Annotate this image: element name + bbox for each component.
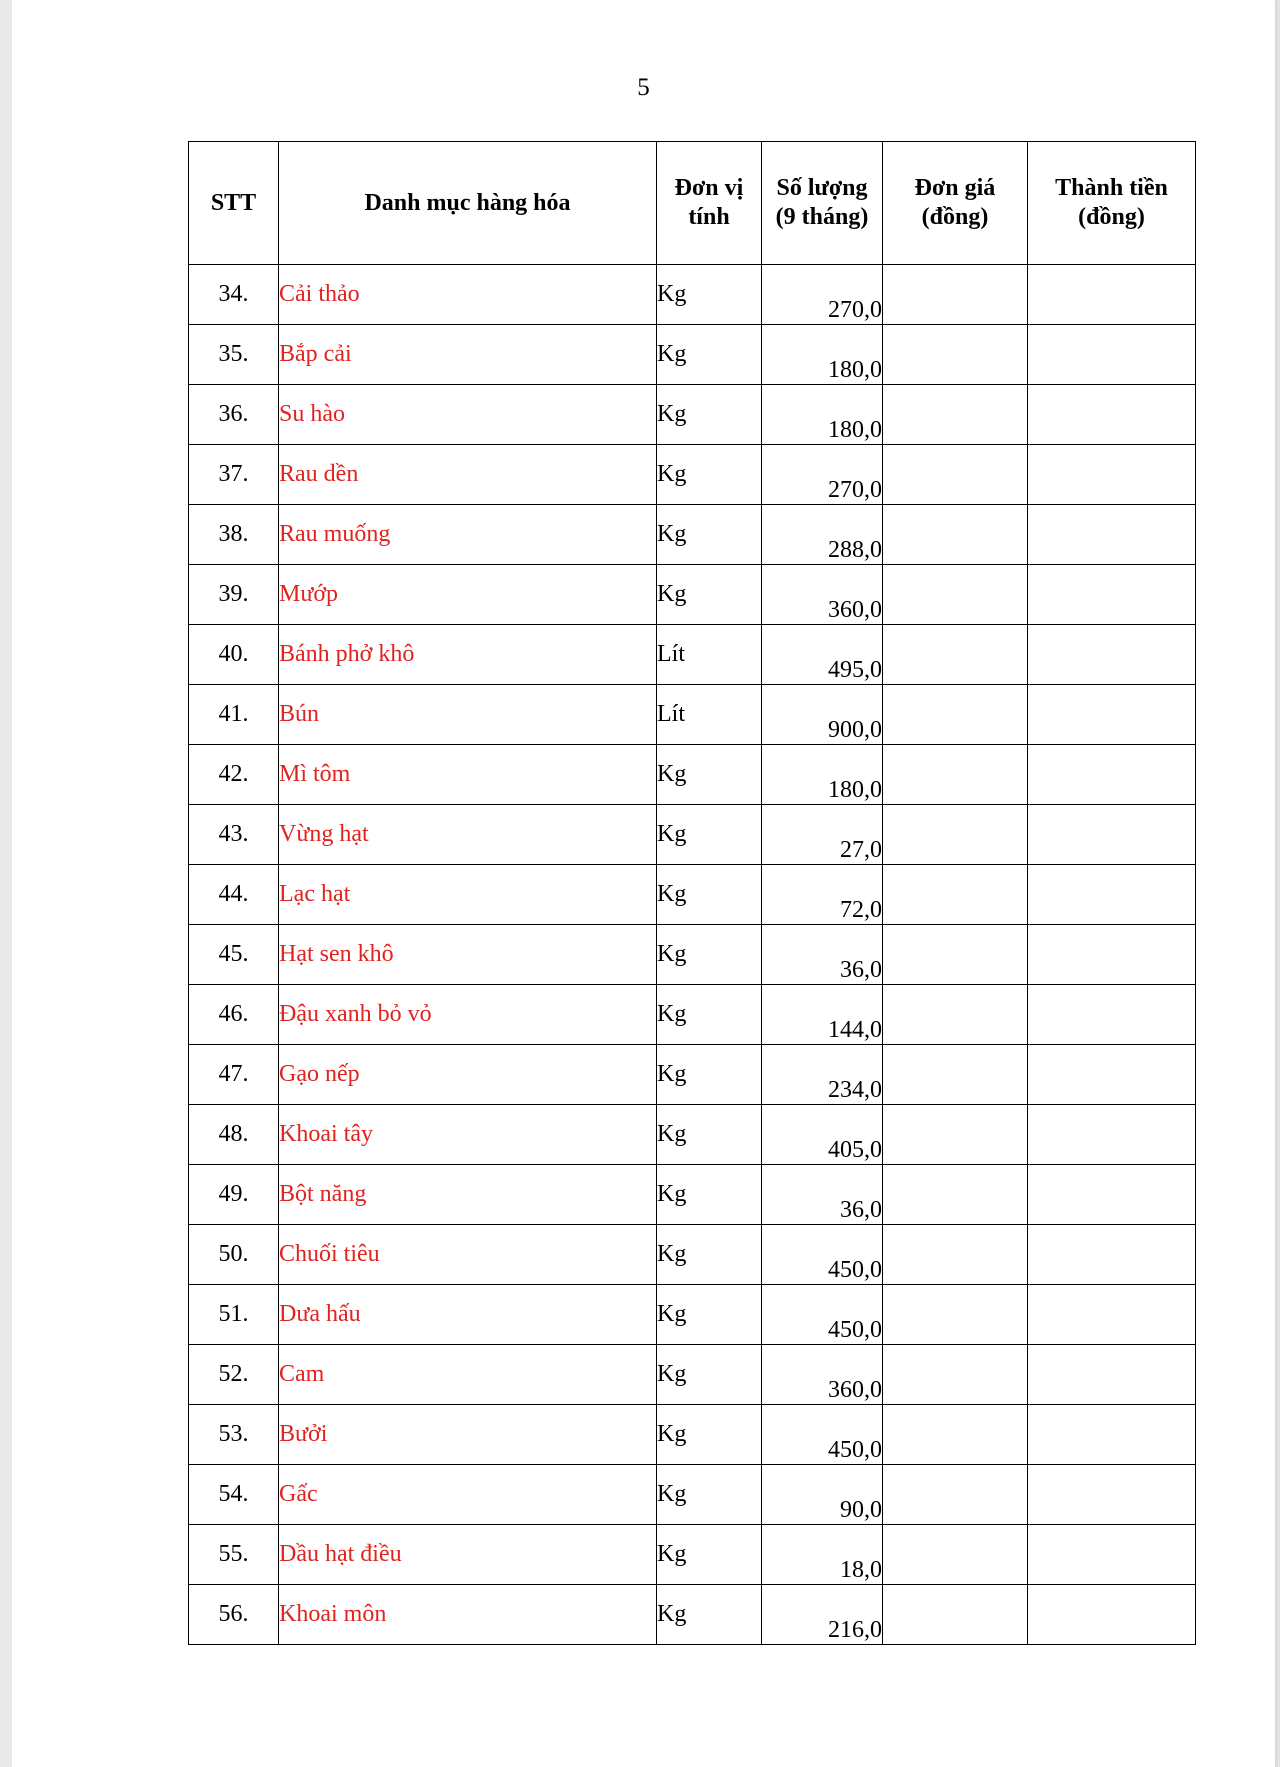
quantity-cell: 90,0 [762, 1465, 883, 1525]
unit-price-cell [883, 1105, 1028, 1165]
table-row [189, 985, 1196, 1045]
unit-cell: Kg [657, 1165, 762, 1225]
quantity-cell: 405,0 [762, 1105, 883, 1165]
total-cell [1028, 1525, 1196, 1585]
unit-cell: Kg [657, 505, 762, 565]
row-number: 39. [189, 565, 279, 625]
row-number: 47. [189, 1045, 279, 1105]
table-row [189, 445, 1196, 505]
table-row [189, 1225, 1196, 1285]
total-cell [1028, 325, 1196, 385]
row-number: 44. [189, 865, 279, 925]
item-name: Hạt sen khô [279, 925, 657, 985]
item-name: Khoai tây [279, 1105, 657, 1165]
row-number: 56. [189, 1585, 279, 1645]
table-row [189, 1585, 1196, 1645]
unit-cell: Kg [657, 385, 762, 445]
unit-cell: Kg [657, 1465, 762, 1525]
unit-cell: Kg [657, 1585, 762, 1645]
quantity-cell: 270,0 [762, 445, 883, 505]
table-row [189, 565, 1196, 625]
unit-cell: Kg [657, 865, 762, 925]
item-name: Cam [279, 1345, 657, 1405]
total-cell [1028, 1405, 1196, 1465]
item-name: Lạc hạt [279, 865, 657, 925]
row-number: 42. [189, 745, 279, 805]
item-name: Chuối tiêu [279, 1225, 657, 1285]
unit-cell: Kg [657, 925, 762, 985]
total-cell [1028, 505, 1196, 565]
item-name: Gạo nếp [279, 1045, 657, 1105]
total-cell [1028, 1045, 1196, 1105]
unit-price-cell [883, 1585, 1028, 1645]
unit-price-cell [883, 445, 1028, 505]
unit-price-cell [883, 1045, 1028, 1105]
row-number: 40. [189, 625, 279, 685]
item-name: Cải thảo [279, 265, 657, 325]
page-number: 5 [637, 74, 650, 101]
unit-cell: Kg [657, 565, 762, 625]
table-row [189, 1345, 1196, 1405]
quantity-cell: 180,0 [762, 385, 883, 445]
table-row [189, 1105, 1196, 1165]
row-number: 49. [189, 1165, 279, 1225]
document-page [12, 0, 1276, 1767]
total-cell [1028, 1105, 1196, 1165]
unit-cell: Kg [657, 1285, 762, 1345]
row-number: 37. [189, 445, 279, 505]
item-name: Bột năng [279, 1165, 657, 1225]
row-number: 41. [189, 685, 279, 745]
row-number: 38. [189, 505, 279, 565]
table-row [189, 805, 1196, 865]
quantity-cell: 27,0 [762, 805, 883, 865]
table-row [189, 505, 1196, 565]
item-name: Mướp [279, 565, 657, 625]
quantity-cell: 180,0 [762, 745, 883, 805]
table-row [189, 1285, 1196, 1345]
total-cell [1028, 805, 1196, 865]
unit-cell: Kg [657, 745, 762, 805]
unit-cell: Kg [657, 265, 762, 325]
unit-price-cell [883, 685, 1028, 745]
unit-cell: Kg [657, 1405, 762, 1465]
row-number: 35. [189, 325, 279, 385]
row-number: 45. [189, 925, 279, 985]
table-row [189, 265, 1196, 325]
table-row [189, 1465, 1196, 1525]
quantity-cell: 216,0 [762, 1585, 883, 1645]
unit-cell: Kg [657, 1345, 762, 1405]
table-row [189, 385, 1196, 445]
item-name: Gấc [279, 1465, 657, 1525]
header-quantity: Số lượng (9 tháng) [762, 142, 883, 265]
unit-cell: Kg [657, 1105, 762, 1165]
unit-cell: Kg [657, 325, 762, 385]
row-number: 50. [189, 1225, 279, 1285]
table-row [189, 865, 1196, 925]
unit-price-cell [883, 1465, 1028, 1525]
unit-cell: Lít [657, 625, 762, 685]
quantity-cell: 18,0 [762, 1525, 883, 1585]
header-item-name: Danh mục hàng hóa [279, 142, 657, 265]
item-name: Đậu xanh bỏ vỏ [279, 985, 657, 1045]
unit-price-cell [883, 805, 1028, 865]
total-cell [1028, 265, 1196, 325]
unit-price-cell [883, 985, 1028, 1045]
goods-table [188, 141, 1196, 1645]
quantity-cell: 900,0 [762, 685, 883, 745]
item-name: Rau muống [279, 505, 657, 565]
item-name: Khoai môn [279, 1585, 657, 1645]
table-row [189, 925, 1196, 985]
unit-price-cell [883, 625, 1028, 685]
total-cell [1028, 565, 1196, 625]
table-row [189, 625, 1196, 685]
unit-price-cell [883, 1285, 1028, 1345]
unit-price-cell [883, 925, 1028, 985]
quantity-cell: 495,0 [762, 625, 883, 685]
unit-price-cell [883, 1405, 1028, 1465]
unit-cell: Kg [657, 1525, 762, 1585]
row-number: 54. [189, 1465, 279, 1525]
unit-cell: Kg [657, 805, 762, 865]
quantity-cell: 72,0 [762, 865, 883, 925]
unit-price-cell [883, 265, 1028, 325]
quantity-cell: 36,0 [762, 1165, 883, 1225]
table-row [189, 745, 1196, 805]
total-cell [1028, 1465, 1196, 1525]
unit-price-cell [883, 565, 1028, 625]
unit-price-cell [883, 1345, 1028, 1405]
unit-cell: Lít [657, 685, 762, 745]
quantity-cell: 36,0 [762, 925, 883, 985]
table-row [189, 1165, 1196, 1225]
table-row [189, 1045, 1196, 1105]
item-name: Bắp cải [279, 325, 657, 385]
quantity-cell: 288,0 [762, 505, 883, 565]
total-cell [1028, 1285, 1196, 1345]
row-number: 53. [189, 1405, 279, 1465]
unit-price-cell [883, 1165, 1028, 1225]
total-cell [1028, 385, 1196, 445]
item-name: Rau dền [279, 445, 657, 505]
quantity-cell: 270,0 [762, 265, 883, 325]
row-number: 34. [189, 265, 279, 325]
total-cell [1028, 1165, 1196, 1225]
unit-price-cell [883, 505, 1028, 565]
total-cell [1028, 625, 1196, 685]
quantity-cell: 360,0 [762, 565, 883, 625]
unit-cell: Kg [657, 445, 762, 505]
header-unit-price: Đơn giá (đồng) [883, 142, 1028, 265]
total-cell [1028, 745, 1196, 805]
row-number: 46. [189, 985, 279, 1045]
unit-cell: Kg [657, 985, 762, 1045]
unit-price-cell [883, 865, 1028, 925]
table-row [189, 325, 1196, 385]
total-cell [1028, 1585, 1196, 1645]
total-cell [1028, 985, 1196, 1045]
table-header [189, 142, 1196, 265]
quantity-cell: 450,0 [762, 1285, 883, 1345]
row-number: 52. [189, 1345, 279, 1405]
item-name: Bưởi [279, 1405, 657, 1465]
total-cell [1028, 865, 1196, 925]
unit-cell: Kg [657, 1225, 762, 1285]
row-number: 55. [189, 1525, 279, 1585]
quantity-cell: 144,0 [762, 985, 883, 1045]
table-body [189, 265, 1196, 1645]
quantity-cell: 180,0 [762, 325, 883, 385]
item-name: Dầu hạt điều [279, 1525, 657, 1585]
header-unit: Đơn vị tính [657, 142, 762, 265]
unit-cell: Kg [657, 1045, 762, 1105]
total-cell [1028, 445, 1196, 505]
item-name: Dưa hấu [279, 1285, 657, 1345]
quantity-cell: 450,0 [762, 1225, 883, 1285]
item-name: Su hào [279, 385, 657, 445]
item-name: Vừng hạt [279, 805, 657, 865]
item-name: Bánh phở khô [279, 625, 657, 685]
header-row [189, 142, 1196, 265]
unit-price-cell [883, 1525, 1028, 1585]
quantity-cell: 234,0 [762, 1045, 883, 1105]
row-number: 43. [189, 805, 279, 865]
total-cell [1028, 685, 1196, 745]
total-cell [1028, 1345, 1196, 1405]
row-number: 51. [189, 1285, 279, 1345]
row-number: 36. [189, 385, 279, 445]
table-row [189, 1405, 1196, 1465]
table-row [189, 1525, 1196, 1585]
item-name: Mì tôm [279, 745, 657, 805]
table-row [189, 685, 1196, 745]
total-cell [1028, 1225, 1196, 1285]
header-total: Thành tiền (đồng) [1028, 142, 1196, 265]
quantity-cell: 450,0 [762, 1405, 883, 1465]
total-cell [1028, 925, 1196, 985]
unit-price-cell [883, 745, 1028, 805]
header-stt: STT [189, 142, 279, 265]
item-name: Bún [279, 685, 657, 745]
unit-price-cell [883, 325, 1028, 385]
row-number: 48. [189, 1105, 279, 1165]
unit-price-cell [883, 1225, 1028, 1285]
unit-price-cell [883, 385, 1028, 445]
quantity-cell: 360,0 [762, 1345, 883, 1405]
